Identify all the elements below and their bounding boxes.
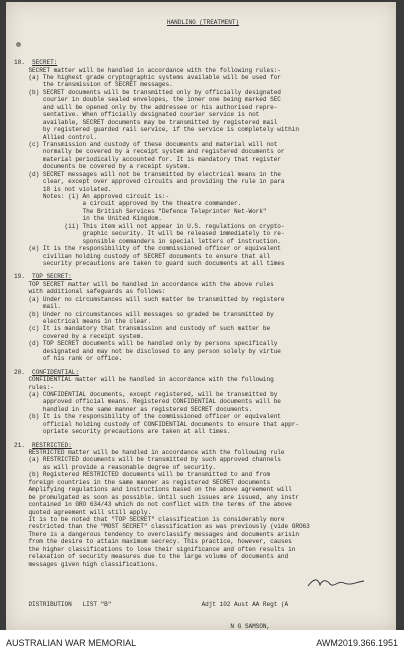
text-line-content: Amplifying regulations and instructions based on the above agreement will bbox=[28, 486, 292, 494]
document-text-line bbox=[14, 200, 392, 207]
text-line-content: 18 is not violated. bbox=[28, 185, 112, 193]
document-text-line bbox=[14, 479, 392, 486]
document-text-line bbox=[14, 391, 392, 398]
section-number: 18. bbox=[14, 59, 25, 67]
text-line-content: quoted agreement will still apply. bbox=[28, 508, 152, 516]
text-line-content: sentative. When officially designated courier service is not bbox=[28, 111, 260, 119]
text-line-content: contained in GRO 634/43 which do not conflict with the terms of the above bbox=[28, 501, 292, 509]
text-line-content: (e) It is the responsibility of the commissioned officer or equivalent bbox=[28, 245, 281, 253]
footer-accession-number: AWM2019.366.1951 bbox=[316, 638, 398, 648]
document-sections bbox=[14, 59, 392, 568]
section-heading: SECRET: bbox=[32, 59, 58, 67]
text-line-content: relaxation of security measures due to the large volume of documents and bbox=[28, 553, 289, 561]
document-text-line bbox=[14, 186, 392, 193]
document-text-line bbox=[14, 398, 392, 405]
text-line-content: sponsible commanders in special letters of instruction. bbox=[28, 237, 281, 245]
section-heading-line bbox=[14, 273, 392, 280]
document-text-line bbox=[14, 553, 392, 560]
text-line-content: the higher classifications to lose their significance and often results in bbox=[28, 545, 296, 553]
document-body bbox=[14, 4, 392, 630]
section-heading-line bbox=[14, 59, 392, 66]
text-line-content: Allied control. bbox=[28, 133, 97, 141]
text-line-content: be promulgated as soon as possible. Until such issues are issued, any instr bbox=[28, 493, 299, 501]
document-text-line bbox=[14, 171, 392, 178]
document-text-line bbox=[14, 260, 392, 267]
document-text-line bbox=[14, 230, 392, 237]
section-number: 19. bbox=[14, 273, 25, 281]
document-text-line bbox=[14, 193, 392, 200]
document-text-line bbox=[14, 148, 392, 155]
document-text-line bbox=[14, 245, 392, 252]
document-text-line bbox=[14, 296, 392, 303]
document-text-line bbox=[14, 111, 392, 118]
text-line-content: mail. bbox=[28, 303, 61, 311]
signature-title: Adjt 102 Aust AA Regt (A bbox=[201, 600, 289, 608]
text-line-content: official holding custody of CONFIDENTIAL documents to ensure that appr- bbox=[28, 420, 299, 428]
document-text-line bbox=[14, 281, 392, 288]
document-text-line bbox=[14, 376, 392, 383]
text-line-content: handled in the same manner as registered SECRET documents. bbox=[28, 405, 253, 413]
text-line-content: (a) CONFIDENTIAL documents, except registered, will be transmitted by bbox=[28, 390, 278, 398]
text-line-content: CONFIDENTIAL matter will be handled in accordance with the following bbox=[28, 376, 274, 384]
text-line-content: (b) It is the responsibility of the commissioned officer or equivalent bbox=[28, 413, 281, 421]
document-text-line bbox=[14, 96, 392, 103]
text-line-content: messages given high classifications. bbox=[28, 560, 159, 568]
footer-institution: AUSTRALIAN WAR MEMORIAL bbox=[6, 638, 137, 648]
text-line-content: SECRET matter will be handled in accordance with the following rules:- bbox=[28, 66, 281, 74]
text-line-content: electrical means in the clear. bbox=[28, 318, 152, 326]
text-line-content: (c) Transmission and custody of these documents and material will not bbox=[28, 140, 278, 148]
section-heading-line bbox=[14, 369, 392, 376]
text-line-content: (a) Under no circumstances will such matter be transmitted by registere bbox=[28, 295, 285, 303]
text-line-content: documents be covered by a receipt system. bbox=[28, 163, 191, 171]
text-line-content: designated and may not be disclosed to any person solely by virtue bbox=[28, 347, 281, 355]
document-text-line bbox=[14, 215, 392, 222]
text-line-content: (b) Under no circumstances will messages so graded be transmitted by bbox=[28, 310, 274, 318]
document-text-line bbox=[14, 253, 392, 260]
document-text-line bbox=[14, 456, 392, 463]
document-text-line bbox=[14, 208, 392, 215]
text-line-content: (b) SECRET documents will be transmitted only by officially designated bbox=[28, 88, 281, 96]
text-line-content: foreign countries in the same manner as registered SECRET documents bbox=[28, 478, 271, 486]
text-line-content: (d) SECRET messages will not be transmitted by electrical means in the bbox=[28, 170, 281, 178]
document-text-line bbox=[14, 464, 392, 471]
text-line-content: RESTRICTED matter will be handled in accordance with the following rule bbox=[28, 449, 285, 457]
document-text-line bbox=[14, 325, 392, 332]
document-text-line bbox=[14, 163, 392, 170]
document-text-line bbox=[14, 126, 392, 133]
document-text-line bbox=[14, 223, 392, 230]
text-line-content: (d) TOP SECRET documents will be handled only by persons specifically bbox=[28, 340, 278, 348]
document-text-line bbox=[14, 516, 392, 523]
text-line-content: graphic security. It will be released immediately to re- bbox=[28, 230, 285, 238]
document-text-line bbox=[14, 421, 392, 428]
text-line-content: Notes: (i) An approved circuit is:- bbox=[28, 193, 170, 201]
document-text-line bbox=[14, 348, 392, 355]
document-text-line bbox=[14, 119, 392, 126]
text-line-content: a circuit approved by the theatre commander. bbox=[28, 200, 242, 208]
document-text-line bbox=[14, 178, 392, 185]
document-text-line bbox=[14, 428, 392, 435]
section-heading-line bbox=[14, 442, 392, 449]
document-text-line bbox=[14, 67, 392, 74]
text-line-content: material periodically accounted for. It is mandatory that register bbox=[28, 155, 281, 163]
document-text-line bbox=[14, 538, 392, 545]
text-line-content: rules:- bbox=[28, 383, 54, 391]
text-line-content: covered by a receipt system. bbox=[28, 332, 144, 340]
text-line-content: It is to be noted that "TOP SECRET" classification is considerably more bbox=[28, 515, 285, 523]
signature-name-line bbox=[14, 623, 392, 630]
document-text-line bbox=[14, 501, 392, 508]
document-text-line bbox=[14, 355, 392, 362]
document-text-line bbox=[14, 156, 392, 163]
distribution-text: DISTRIBUTION LIST "B" bbox=[28, 600, 112, 608]
section-heading: TOP SECRET: bbox=[32, 273, 72, 281]
document-text-line bbox=[14, 303, 392, 310]
text-line-content: by registered guarded rail service, if the service is completely within bbox=[28, 126, 299, 134]
document-text-line bbox=[14, 104, 392, 111]
document-text-line bbox=[14, 81, 392, 88]
document-text-line bbox=[14, 89, 392, 96]
document-text-line bbox=[14, 238, 392, 245]
text-line-content: available, SECRET documents may be transmitted by registered mail bbox=[28, 118, 278, 126]
document-text-line bbox=[14, 74, 392, 81]
text-line-content: TOP SECRET matter will be handled in accordance with the above rules bbox=[28, 280, 274, 288]
text-line-content: approved official means. Registered CONFIDENTIAL documents will be bbox=[28, 398, 281, 406]
section-heading: RESTRICTED: bbox=[32, 441, 72, 449]
document-text-line bbox=[14, 311, 392, 318]
document-text-line bbox=[14, 318, 392, 325]
document-text-line bbox=[14, 384, 392, 391]
distribution-line bbox=[14, 601, 392, 608]
document-text-line bbox=[14, 141, 392, 148]
document-text-line bbox=[14, 340, 392, 347]
text-line-content: (a) RESTRICTED documents will be transmitted by such approved channels bbox=[28, 456, 281, 464]
document-text-line bbox=[14, 486, 392, 493]
text-line-content: of his rank or office. bbox=[28, 355, 123, 363]
section-heading: CONFIDENTIAL: bbox=[32, 368, 79, 376]
text-line-content: There is a dangerous tendency to overclassify messages and documents arisin bbox=[28, 530, 299, 538]
document-text-line bbox=[14, 561, 392, 568]
footer-bar bbox=[0, 630, 404, 653]
document-text-line bbox=[14, 531, 392, 538]
document-text-line bbox=[14, 288, 392, 295]
text-line-content: opriate security precautions are taken at all times. bbox=[28, 428, 231, 436]
section-number: 20. bbox=[14, 368, 25, 376]
text-line-content: normally be covered by a receipt system and registered documents or bbox=[28, 148, 285, 156]
text-line-content: courier in double sealed envelopes, the inner one being marked SEC bbox=[28, 96, 281, 104]
text-line-content: (b) Registered RESTRICTED documents will be transmitted to and from bbox=[28, 471, 271, 479]
text-line-content: (c) It is mandatory that transmission and custody of such matter be bbox=[28, 325, 271, 333]
text-line-content: from the desire to attain maximum secrecy. This practice, however, causes bbox=[28, 538, 292, 546]
text-line-content: security precautions are taken to guard such documents at all times bbox=[28, 259, 285, 267]
text-line-content: restricted than the "MOST SECRET" classification as was previously (vide GRO63 bbox=[28, 523, 310, 531]
text-line-content: clear, except over approved circuits and providing the rule in para bbox=[28, 178, 285, 186]
document-text-line bbox=[14, 494, 392, 501]
document-text-line bbox=[14, 471, 392, 478]
document-text-line bbox=[14, 134, 392, 141]
document-page bbox=[6, 2, 396, 630]
text-line-content: (ii) This item will not appear in U.S. regulations on crypto- bbox=[28, 222, 285, 230]
text-line-content: The British Services "Defence Teleprinter Net-Work" bbox=[28, 207, 267, 215]
document-text-line bbox=[14, 449, 392, 456]
text-line-content: (a) The highest grade cryptographic systems available will be used for bbox=[28, 74, 281, 82]
text-line-content: and will be opened only by the addressee or his authorised repre- bbox=[28, 103, 278, 111]
text-line-content: as will provide a reasonable degree of security. bbox=[28, 463, 216, 471]
document-text-line bbox=[14, 406, 392, 413]
document-title: HANDLING (TREATMENT) bbox=[166, 18, 240, 26]
document-text-line bbox=[14, 523, 392, 530]
signature-name: N G SAMSON, bbox=[230, 623, 271, 630]
text-line-content: in the United Kingdom. bbox=[28, 215, 162, 223]
section-number: 21. bbox=[14, 441, 25, 449]
document-text-line bbox=[14, 413, 392, 420]
document-text-line bbox=[14, 546, 392, 553]
text-line-content: the transmission of SECRET messages. bbox=[28, 81, 173, 89]
text-line-content: civilian holding custody of SECRET documents to ensure that all bbox=[28, 252, 271, 260]
document-text-line bbox=[14, 333, 392, 340]
document-text-line bbox=[14, 509, 392, 516]
text-line-content: with additional safeguards as follows: bbox=[28, 288, 166, 296]
